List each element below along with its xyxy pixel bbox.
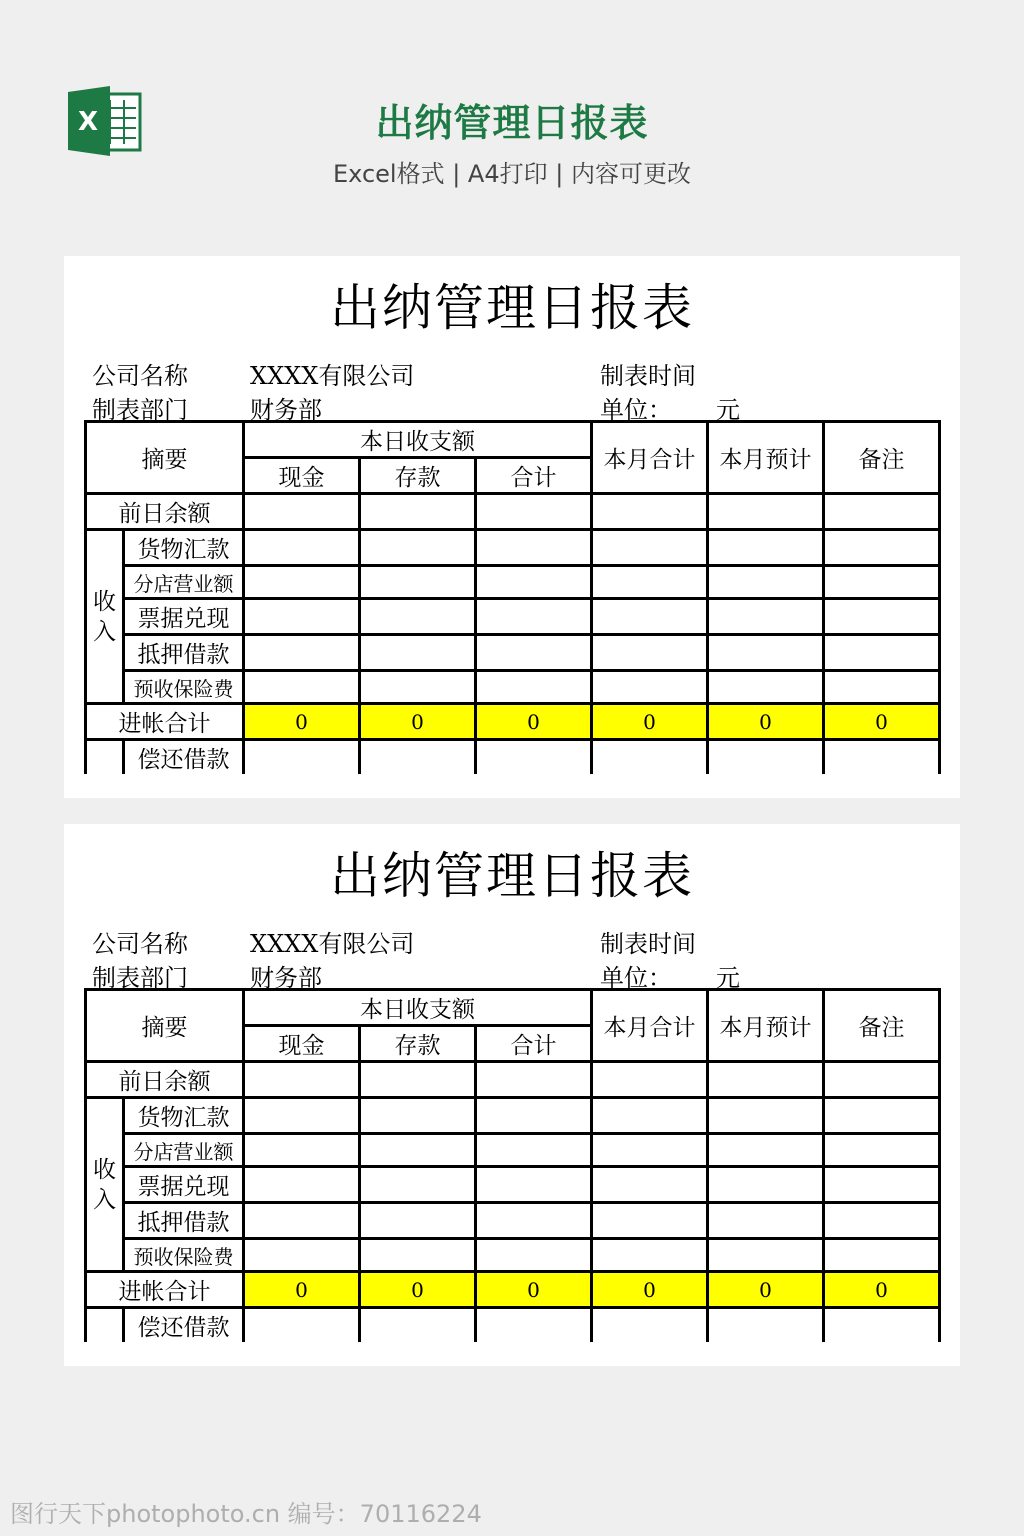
income-item-label: 抵押借款	[124, 635, 244, 671]
table-cell[interactable]	[592, 1134, 708, 1167]
in-total-value[interactable]: 0	[360, 704, 476, 740]
income-label: 收入	[86, 1098, 124, 1272]
table-cell[interactable]	[592, 1062, 708, 1098]
table-cell[interactable]	[824, 1098, 940, 1134]
table-row	[86, 566, 940, 599]
table-row	[86, 671, 940, 704]
table-cell[interactable]	[476, 1098, 592, 1134]
unit-label: 单位：	[600, 396, 672, 424]
table-cell[interactable]	[244, 1134, 360, 1167]
table-cell[interactable]	[476, 1167, 592, 1203]
table-cell[interactable]	[824, 566, 940, 599]
in-total-value[interactable]: 0	[592, 1272, 708, 1308]
table-cell[interactable]	[360, 671, 476, 704]
table-cell[interactable]	[476, 599, 592, 635]
table-cell[interactable]	[708, 671, 824, 704]
in-total-value[interactable]: 0	[244, 1272, 360, 1308]
prev-balance-label: 前日余额	[86, 1062, 244, 1098]
table-cell[interactable]	[708, 1134, 824, 1167]
excel-logo-letter: X	[77, 107, 99, 137]
table-cell[interactable]	[708, 1203, 824, 1239]
daily-amount-header: 本日收支额	[244, 422, 592, 458]
cash-header: 现金	[244, 458, 360, 494]
table-row	[86, 1203, 940, 1239]
unit-value: 元	[716, 396, 740, 424]
table-cell[interactable]	[244, 1239, 360, 1272]
sheet-title: 出纳管理日报表	[330, 847, 694, 905]
table-cell[interactable]	[592, 1098, 708, 1134]
table-cell[interactable]	[708, 1062, 824, 1098]
table-cell[interactable]	[592, 599, 708, 635]
table-cell[interactable]	[592, 494, 708, 530]
table-cell[interactable]	[824, 530, 940, 566]
unit-value: 元	[716, 964, 740, 992]
table-row	[86, 494, 940, 530]
table-cell[interactable]	[244, 1167, 360, 1203]
table-cell[interactable]	[244, 1203, 360, 1239]
report-table	[84, 420, 941, 774]
table-cell[interactable]	[824, 1203, 940, 1239]
table-cell[interactable]	[592, 1167, 708, 1203]
table-cell[interactable]	[244, 671, 360, 704]
in-total-label: 进帐合计	[86, 704, 244, 740]
table-cell[interactable]	[476, 1134, 592, 1167]
table-cell[interactable]	[824, 635, 940, 671]
table-cell[interactable]	[708, 740, 824, 775]
repay-loan-label: 偿还借款	[124, 1308, 244, 1343]
income-label: 收入	[86, 530, 124, 704]
table-cell[interactable]	[592, 671, 708, 704]
table-cell[interactable]	[86, 740, 124, 775]
page-subtitle: Excel格式 | A4打印 | 内容可更改	[333, 160, 691, 188]
table-cell[interactable]	[360, 1239, 476, 1272]
in-total-value[interactable]: 0	[824, 704, 940, 740]
table-cell[interactable]	[824, 740, 940, 775]
time-label: 制表时间	[600, 362, 696, 390]
table-cell[interactable]	[824, 494, 940, 530]
table-row	[86, 740, 940, 775]
table-cell[interactable]	[708, 599, 824, 635]
table-cell[interactable]	[360, 530, 476, 566]
in-total-value[interactable]: 0	[708, 704, 824, 740]
table-row	[86, 1308, 940, 1343]
table-cell[interactable]	[708, 566, 824, 599]
table-cell[interactable]	[708, 1098, 824, 1134]
total-header: 合计	[476, 1026, 592, 1062]
sheet-title: 出纳管理日报表	[330, 279, 694, 337]
table-cell[interactable]	[360, 1134, 476, 1167]
in-total-value[interactable]: 0	[476, 704, 592, 740]
table-cell[interactable]	[708, 1308, 824, 1343]
table-cell[interactable]	[592, 1308, 708, 1343]
daily-amount-header: 本日收支额	[244, 990, 592, 1026]
income-item-label: 预收保险费	[124, 671, 244, 704]
in-total-value[interactable]: 0	[592, 704, 708, 740]
table-row	[86, 1167, 940, 1203]
company-label: 公司名称	[92, 362, 188, 390]
deposit-header: 存款	[360, 458, 476, 494]
table-cell[interactable]	[476, 671, 592, 704]
in-total-row	[86, 704, 940, 740]
table-cell[interactable]	[592, 740, 708, 775]
time-label: 制表时间	[600, 930, 696, 958]
month-total-header: 本月合计	[592, 990, 708, 1062]
table-cell[interactable]	[476, 1239, 592, 1272]
table-cell[interactable]	[244, 635, 360, 671]
income-item-label: 预收保险费	[124, 1239, 244, 1272]
table-cell[interactable]	[360, 599, 476, 635]
table-row	[86, 1098, 940, 1134]
table-cell[interactable]	[360, 635, 476, 671]
income-item-label: 货物汇款	[124, 1098, 244, 1134]
dept-label: 制表部门	[92, 964, 188, 992]
remarks-header: 备注	[824, 990, 940, 1062]
table-cell[interactable]	[244, 1098, 360, 1134]
table-cell[interactable]	[592, 566, 708, 599]
income-item-label: 抵押借款	[124, 1203, 244, 1239]
table-row	[86, 1239, 940, 1272]
table-row	[86, 1134, 940, 1167]
watermark: 图行天下photophoto.cn 编号：70116224	[10, 1500, 482, 1528]
total-header: 合计	[476, 458, 592, 494]
in-total-label: 进帐合计	[86, 1272, 244, 1308]
table-cell[interactable]	[708, 1167, 824, 1203]
in-total-value[interactable]: 0	[360, 1272, 476, 1308]
report-sheet-2	[64, 824, 960, 1366]
table-cell[interactable]	[244, 494, 360, 530]
repay-loan-label: 偿还借款	[124, 740, 244, 775]
in-total-value[interactable]: 0	[708, 1272, 824, 1308]
income-item-label: 票据兑现	[124, 599, 244, 635]
table-cell[interactable]	[360, 1062, 476, 1098]
table-cell[interactable]	[476, 1308, 592, 1343]
table-cell[interactable]	[824, 1239, 940, 1272]
table-cell[interactable]	[592, 530, 708, 566]
table-cell[interactable]	[824, 671, 940, 704]
table-cell[interactable]	[592, 635, 708, 671]
in-total-row	[86, 1272, 940, 1308]
month-total-header: 本月合计	[592, 422, 708, 494]
table-cell[interactable]	[360, 1203, 476, 1239]
table-cell[interactable]	[592, 1203, 708, 1239]
cash-header: 现金	[244, 1026, 360, 1062]
table-cell[interactable]	[360, 566, 476, 599]
table-row	[86, 635, 940, 671]
table-cell[interactable]	[476, 530, 592, 566]
report-sheet-1	[64, 256, 960, 798]
table-cell[interactable]	[476, 494, 592, 530]
table-cell[interactable]	[824, 1062, 940, 1098]
table-cell[interactable]	[360, 1167, 476, 1203]
table-cell[interactable]	[476, 1062, 592, 1098]
table-row	[86, 1062, 940, 1098]
company-value: XXXX有限公司	[250, 362, 415, 390]
table-cell[interactable]	[824, 1134, 940, 1167]
table-cell[interactable]	[592, 1239, 708, 1272]
income-item-label: 货物汇款	[124, 530, 244, 566]
table-cell[interactable]	[476, 566, 592, 599]
table-row	[86, 599, 940, 635]
table-cell[interactable]	[824, 599, 940, 635]
month-forecast-header: 本月预计	[708, 422, 824, 494]
deposit-header: 存款	[360, 1026, 476, 1062]
table-cell[interactable]	[476, 1203, 592, 1239]
company-value: XXXX有限公司	[250, 930, 415, 958]
table-cell[interactable]	[708, 530, 824, 566]
table-cell[interactable]	[244, 1308, 360, 1343]
header	[0, 0, 1024, 230]
report-table	[84, 988, 941, 1342]
table-cell[interactable]	[244, 740, 360, 775]
income-item-label: 票据兑现	[124, 1167, 244, 1203]
dept-value: 财务部	[250, 964, 322, 992]
table-cell[interactable]	[360, 1308, 476, 1343]
in-total-value[interactable]: 0	[476, 1272, 592, 1308]
table-cell[interactable]	[708, 494, 824, 530]
remarks-header: 备注	[824, 422, 940, 494]
table-cell[interactable]	[360, 1098, 476, 1134]
table-cell[interactable]	[244, 566, 360, 599]
table-cell[interactable]	[824, 1308, 940, 1343]
month-forecast-header: 本月预计	[708, 990, 824, 1062]
prev-balance-label: 前日余额	[86, 494, 244, 530]
table-cell[interactable]	[824, 1167, 940, 1203]
table-cell[interactable]	[360, 494, 476, 530]
table-row	[86, 530, 940, 566]
in-total-value[interactable]: 0	[824, 1272, 940, 1308]
dept-label: 制表部门	[92, 396, 188, 424]
unit-label: 单位：	[600, 964, 672, 992]
table-cell[interactable]	[708, 1239, 824, 1272]
table-cell[interactable]	[708, 635, 824, 671]
dept-value: 财务部	[250, 396, 322, 424]
company-label: 公司名称	[92, 930, 188, 958]
table-cell[interactable]	[244, 1062, 360, 1098]
table-cell[interactable]	[476, 740, 592, 775]
summary-header: 摘要	[86, 990, 244, 1062]
in-total-value[interactable]: 0	[244, 704, 360, 740]
income-item-label: 分店营业额	[124, 566, 244, 599]
table-cell[interactable]	[86, 1308, 124, 1343]
summary-header: 摘要	[86, 422, 244, 494]
table-cell[interactable]	[476, 635, 592, 671]
table-cell[interactable]	[360, 740, 476, 775]
income-item-label: 分店营业额	[124, 1134, 244, 1167]
page-title: 出纳管理日报表	[375, 101, 649, 145]
table-cell[interactable]	[244, 530, 360, 566]
table-cell[interactable]	[244, 599, 360, 635]
